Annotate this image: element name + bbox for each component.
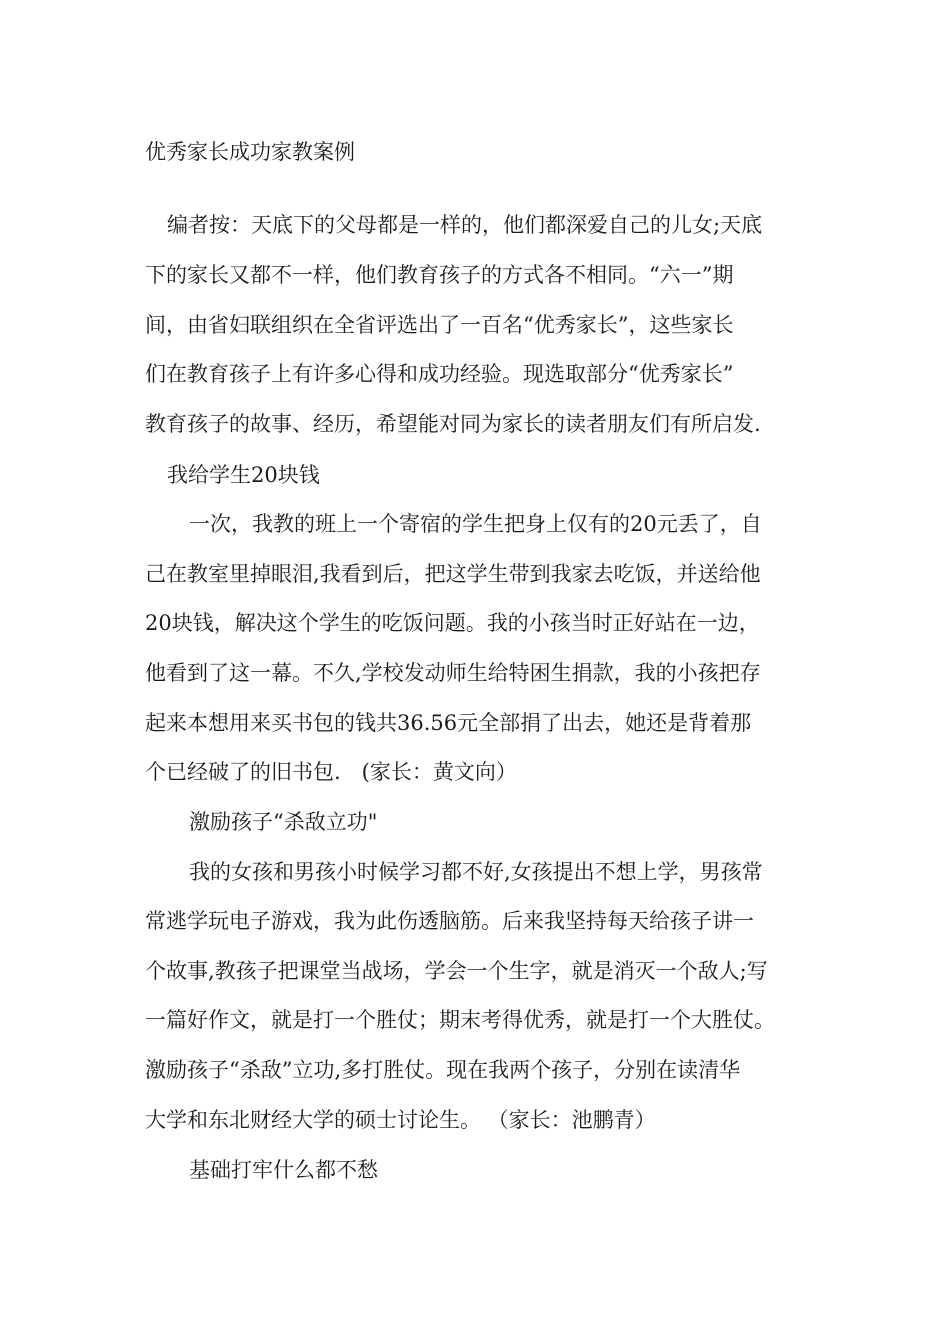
document-title: 优秀家长成功家教案例	[145, 140, 355, 164]
paragraph-line: 个故事,教孩子把课堂当战场，学会一个生字，就是消灭一个敌人;写	[145, 959, 768, 983]
section-heading: 激励孩子“杀敌立功"	[189, 810, 378, 834]
editor-note-line: 教育孩子的故事、经历，希望能对同为家长的读者朋友们有所启发.	[145, 412, 761, 436]
paragraph-line: 一次，我教的班上一个寄宿的学生把身上仅有的20元丢了，自	[189, 512, 762, 536]
section-heading: 基础打牢什么都不愁	[189, 1158, 378, 1182]
editor-note-line: 下的家长又都不一样，他们教育孩子的方式各不相同。“六一”期	[145, 263, 734, 287]
paragraph-line: 我的女孩和男孩小时候学习都不好,女孩提出不想上学，男孩常	[189, 860, 763, 884]
section-heading: 我给学生20块钱	[167, 463, 320, 487]
editor-note-line: 们在教育孩子上有许多心得和成功经验。现选取部分“优秀家长”	[145, 362, 734, 386]
paragraph-line: 起来本想用来买书包的钱共36.56元全部捐了出去，她还是背着那	[145, 711, 752, 735]
editor-note-line: 编者按：天底下的父母都是一样的，他们都深爱自己的儿女;天底	[167, 213, 763, 237]
paragraph-line: 己在教室里掉眼泪,我看到后，把这学生带到我家去吃饭，并送给他	[145, 562, 761, 586]
paragraph-line: 一篇好作文，就是打一个胜仗；期末考得优秀，就是打一个大胜仗。	[145, 1008, 775, 1032]
paragraph-line: 激励孩子“杀敌”立功,多打胜仗。现在我两个孩子，分别在读清华	[145, 1058, 741, 1082]
paragraph-line: 个已经破了的旧书包. (家长：黄文向）	[145, 760, 517, 784]
paragraph-line: 常逃学玩电子游戏，我为此伤透脑筋。后来我坚持每天给孩子讲一	[145, 909, 754, 933]
editor-note-line: 间，由省妇联组织在全省评选出了一百名“优秀家长”，这些家长	[145, 313, 734, 337]
paragraph-line: 他看到了这一幕。不久,学校发动师生给特困生捐款，我的小孩把存	[145, 661, 761, 685]
paragraph-line: 20块钱，解决这个学生的吃饭问题。我的小孩当时正好站在一边，	[145, 611, 760, 635]
paragraph-line: 大学和东北财经大学的硕士讨论生。 （家长：池鹏青）	[145, 1108, 656, 1132]
